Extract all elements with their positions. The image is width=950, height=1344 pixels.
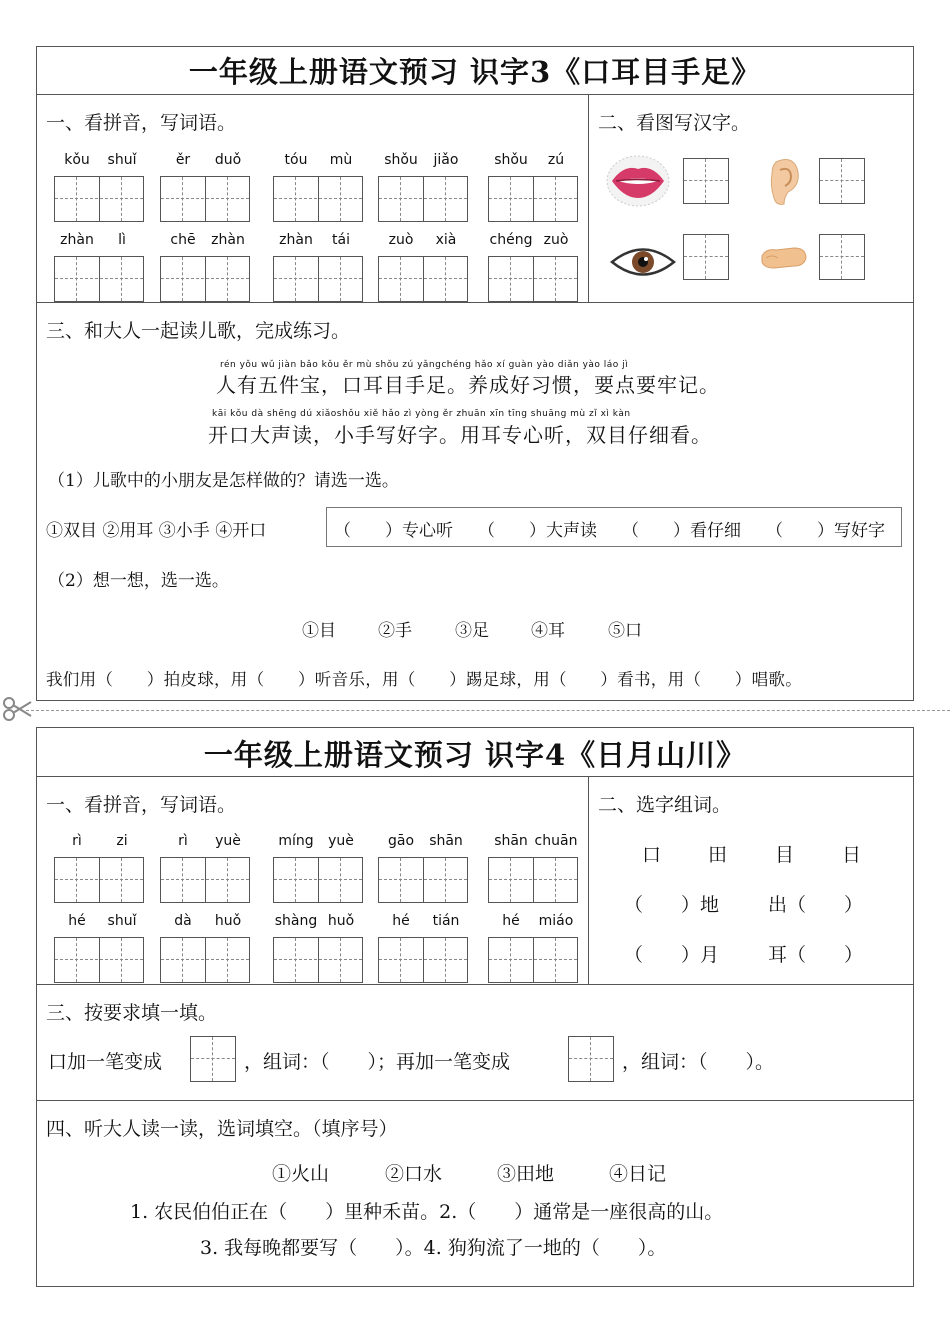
pinyin-label: tóu <box>284 152 308 168</box>
write-box[interactable] <box>273 176 363 222</box>
write-box[interactable] <box>54 176 144 222</box>
pinyin-label: rì <box>72 833 82 849</box>
fill-sentence: 3. 我每晚都要写（ ）。4. 狗狗流了一地的（ ）。 <box>200 1237 667 1259</box>
section-heading: 二、看图写汉字。 <box>598 112 751 134</box>
answer-blank[interactable]: （ ）大声读 <box>478 521 597 541</box>
write-box[interactable] <box>160 256 250 302</box>
pinyin-label: zhàn <box>279 232 313 248</box>
cut-line <box>26 710 950 711</box>
pinyin-label: huǒ <box>214 913 242 929</box>
write-box[interactable] <box>378 176 468 222</box>
section-heading: 一、看拼音，写词语。 <box>46 112 237 134</box>
pinyin-label: zi <box>116 833 128 849</box>
pinyin-label: shān <box>429 833 463 849</box>
question: （1）儿歌中的小朋友是怎样做的？请选一选。 <box>48 471 399 491</box>
ear-icon <box>766 156 802 208</box>
pinyin-label: míng <box>278 833 314 849</box>
pinyin-label: zú <box>547 152 565 168</box>
pinyin-label: chuān <box>534 833 578 849</box>
write-box[interactable] <box>488 256 578 302</box>
pinyin-label: zhàn <box>211 232 245 248</box>
pinyin-label: hé <box>392 913 410 929</box>
write-box[interactable] <box>273 256 363 302</box>
page-title: 一年级上册语文预习 识字3《口耳目手足》 <box>188 55 762 89</box>
pinyin-label: mù <box>329 152 353 168</box>
pinyin-label: jiǎo <box>433 152 459 168</box>
option-item: ③田地 <box>497 1163 555 1185</box>
option-item: ②手 <box>378 621 412 641</box>
section-heading: 三、按要求填一填。 <box>46 1002 218 1024</box>
word-blank[interactable]: 出（ ） <box>768 894 864 916</box>
divider <box>36 984 914 985</box>
poem-pinyin: rén yǒu wǔ jiàn bǎo kǒu ěr mù shǒu zú yǎngchéng hǎo xí guàn yào diǎn yào láo jì <box>220 360 629 370</box>
pinyin-label: zuò <box>543 232 569 248</box>
word-blank[interactable]: （ ）地 <box>624 894 720 916</box>
divider <box>36 302 914 303</box>
choice-char: 口 <box>642 844 662 866</box>
write-box[interactable] <box>190 1036 236 1082</box>
divider <box>588 776 589 985</box>
section-heading: 三、和大人一起读儿歌，完成练习。 <box>46 320 351 342</box>
write-box[interactable] <box>819 158 865 204</box>
write-box[interactable] <box>488 176 578 222</box>
write-box[interactable] <box>683 158 729 204</box>
page-title: 一年级上册语文预习 识字4《日月山川》 <box>203 738 747 772</box>
pinyin-label: shān <box>494 833 528 849</box>
option-item: ③足 <box>455 621 489 641</box>
answer-blank[interactable]: （ ）专心听 <box>334 521 453 541</box>
option-item: ④耳 <box>531 621 565 641</box>
write-box[interactable] <box>160 937 250 983</box>
write-box[interactable] <box>683 234 729 280</box>
choice-char: 田 <box>708 844 728 866</box>
write-box[interactable] <box>54 256 144 302</box>
pinyin-label: shàng <box>274 913 318 929</box>
answer-blank[interactable]: （ ）看仔细 <box>622 521 741 541</box>
question: （2）想一想，选一选。 <box>48 571 229 591</box>
word-blank[interactable]: 耳（ ） <box>768 944 864 966</box>
write-box[interactable] <box>378 857 468 903</box>
write-box[interactable] <box>488 937 578 983</box>
pinyin-label: hé <box>502 913 520 929</box>
pinyin-label: yuè <box>215 833 241 849</box>
choice-char: 日 <box>842 844 862 866</box>
option-item: ②口水 <box>385 1163 443 1185</box>
pinyin-label: rì <box>178 833 188 849</box>
pinyin-label: huǒ <box>327 913 355 929</box>
write-box[interactable] <box>273 937 363 983</box>
pinyin-label: kǒu <box>64 152 90 168</box>
instruction-text: 口加一笔变成 <box>48 1051 163 1073</box>
pinyin-label: hé <box>68 913 86 929</box>
mouth-icon <box>606 154 670 208</box>
option-item: ①火山 <box>272 1163 330 1185</box>
hand-icon <box>760 244 808 272</box>
pinyin-label: chē <box>170 232 196 248</box>
pinyin-label: miáo <box>538 913 574 929</box>
divider <box>36 1100 914 1101</box>
pinyin-label: yuè <box>328 833 354 849</box>
pinyin-label: chéng <box>489 232 533 248</box>
pinyin-label: shuǐ <box>107 913 137 929</box>
write-box[interactable] <box>54 937 144 983</box>
instruction-text: ，组词：（ ）。 <box>622 1051 775 1073</box>
instruction-text: ，组词：（ ）；再加一笔变成 <box>244 1051 511 1073</box>
option-item: ④日记 <box>609 1163 667 1185</box>
answer-blank[interactable]: （ ）写好字 <box>766 521 885 541</box>
pinyin-label: xià <box>435 232 457 248</box>
write-box[interactable] <box>819 234 865 280</box>
pinyin-label: gāo <box>387 833 415 849</box>
section-heading: 四、听大人读一读，选词填空。（填序号） <box>46 1118 398 1140</box>
write-box[interactable] <box>378 937 468 983</box>
option-item: ①目 <box>302 621 336 641</box>
pinyin-label: dà <box>174 913 192 929</box>
section-heading: 一、看拼音，写词语。 <box>46 794 237 816</box>
section-heading: 二、选字组词。 <box>598 794 732 816</box>
write-box[interactable] <box>378 256 468 302</box>
pinyin-label: zuò <box>388 232 414 248</box>
write-box[interactable] <box>273 857 363 903</box>
pinyin-label: shuǐ <box>107 152 137 168</box>
divider <box>36 776 914 777</box>
poem-line: 人有五件宝，口耳目手足。养成好习惯，要点要牢记。 <box>216 373 720 397</box>
fill-sentence: 我们用（ ）拍皮球，用（ ）听音乐，用（ ）踢足球，用（ ）看书，用（ ）唱歌。 <box>46 670 802 689</box>
eye-icon <box>610 243 676 281</box>
word-blank[interactable]: （ ）月 <box>624 944 720 966</box>
options: ①双目 ②用耳 ③小手 ④开口 <box>46 521 267 541</box>
pinyin-label: shǒu <box>494 152 528 168</box>
write-box[interactable] <box>54 857 144 903</box>
pinyin-label: tái <box>332 232 350 248</box>
pinyin-label: zhàn <box>60 232 94 248</box>
scissors-icon <box>2 696 32 722</box>
write-box[interactable] <box>160 176 250 222</box>
divider <box>36 94 914 95</box>
divider <box>588 94 589 303</box>
pinyin-label: shǒu <box>384 152 418 168</box>
pinyin-label: ěr <box>175 152 191 168</box>
write-box[interactable] <box>160 857 250 903</box>
fill-sentence: 1. 农民伯伯正在（ ）里种禾苗。2.（ ）通常是一座很高的山。 <box>130 1201 724 1223</box>
pinyin-label: tián <box>432 913 460 929</box>
poem-pinyin: kāi kǒu dà shēng dú xiǎoshǒu xiě hǎo zì yòng ěr zhuān xīn tīng shuāng mù zǐ xì kàn <box>212 409 631 419</box>
write-box[interactable] <box>568 1036 614 1082</box>
option-item: ⑤口 <box>608 621 642 641</box>
pinyin-label: duǒ <box>214 152 242 168</box>
pinyin-label: lì <box>118 232 126 248</box>
poem-line: 开口大声读，小手写好字。用耳专心听，双目仔细看。 <box>208 423 712 447</box>
choice-char: 目 <box>775 844 795 866</box>
write-box[interactable] <box>488 857 578 903</box>
